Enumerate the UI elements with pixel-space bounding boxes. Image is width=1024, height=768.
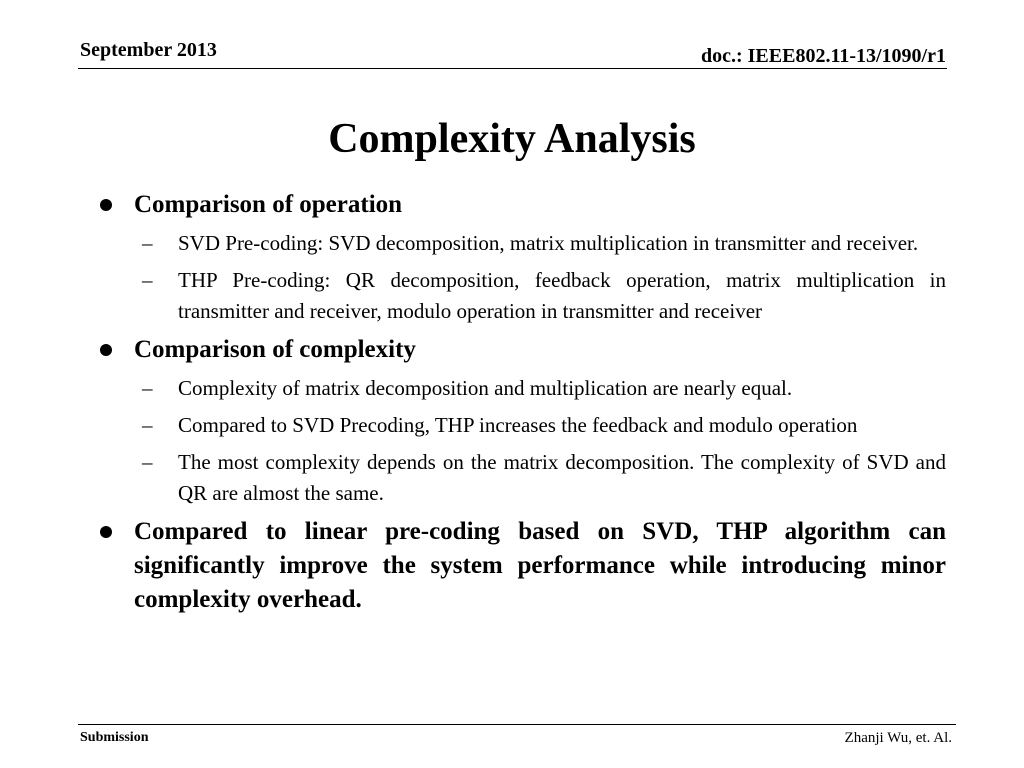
bullet-dot-icon <box>100 199 112 211</box>
sub-bullet-svd-precoding <box>134 228 946 259</box>
dash-icon: – <box>142 413 153 437</box>
sub-bullet-matrix-decomposition <box>134 447 946 509</box>
sub-bullet-thp-feedback-modulo <box>134 410 946 441</box>
sub-bullet-decomposition-equal <box>134 373 946 404</box>
bullet-text: Comparison of operation <box>134 191 403 218</box>
slide-body <box>98 188 946 617</box>
sub-bullet-text: The most complexity depends on the matrix decomposition. The complexity of SVD and QR are almost the same. <box>178 450 946 505</box>
dash-icon: – <box>142 450 153 474</box>
sub-bullet-thp-precoding <box>134 265 946 327</box>
sub-bullet-text: SVD Pre-coding: SVD decomposition, matrix multiplication in transmitter and receiver. <box>178 231 919 255</box>
slide-title: Complexity Analysis <box>328 116 696 162</box>
footer-submission: Submission <box>80 730 149 745</box>
bullet-dot-icon <box>100 344 112 356</box>
bullet-text: Comparison of complexity <box>134 336 416 363</box>
bullet-comparison-of-complexity <box>98 333 946 367</box>
bullet-comparison-of-operation <box>98 188 946 222</box>
header-divider <box>78 68 947 69</box>
bullet-thp-conclusion <box>98 515 946 617</box>
sub-bullet-text: Complexity of matrix decomposition and multiplication are nearly equal. <box>178 376 793 400</box>
header-date: September 2013 <box>80 39 217 61</box>
footer-author: Zhanji Wu, et. Al. <box>844 730 952 746</box>
bullet-dot-icon <box>100 526 112 538</box>
bullet-text: Compared to linear pre-coding based on SVD, THP algorithm can significantly improve the system performance while introducing minor complexity overhead. <box>134 518 946 613</box>
dash-icon: – <box>142 268 153 292</box>
header-doc-id: doc.: IEEE802.11-13/1090/r1 <box>700 45 946 67</box>
dash-icon: – <box>142 376 153 400</box>
sub-bullet-text: Compared to SVD Precoding, THP increases the feedback and modulo operation <box>178 413 858 437</box>
dash-icon: – <box>142 231 153 255</box>
footer-divider <box>78 724 956 725</box>
sub-bullet-text: THP Pre-coding: QR decomposition, feedback operation, matrix multiplication in transmitter and receiver, modulo operation in transmitter and receiver <box>178 268 946 323</box>
